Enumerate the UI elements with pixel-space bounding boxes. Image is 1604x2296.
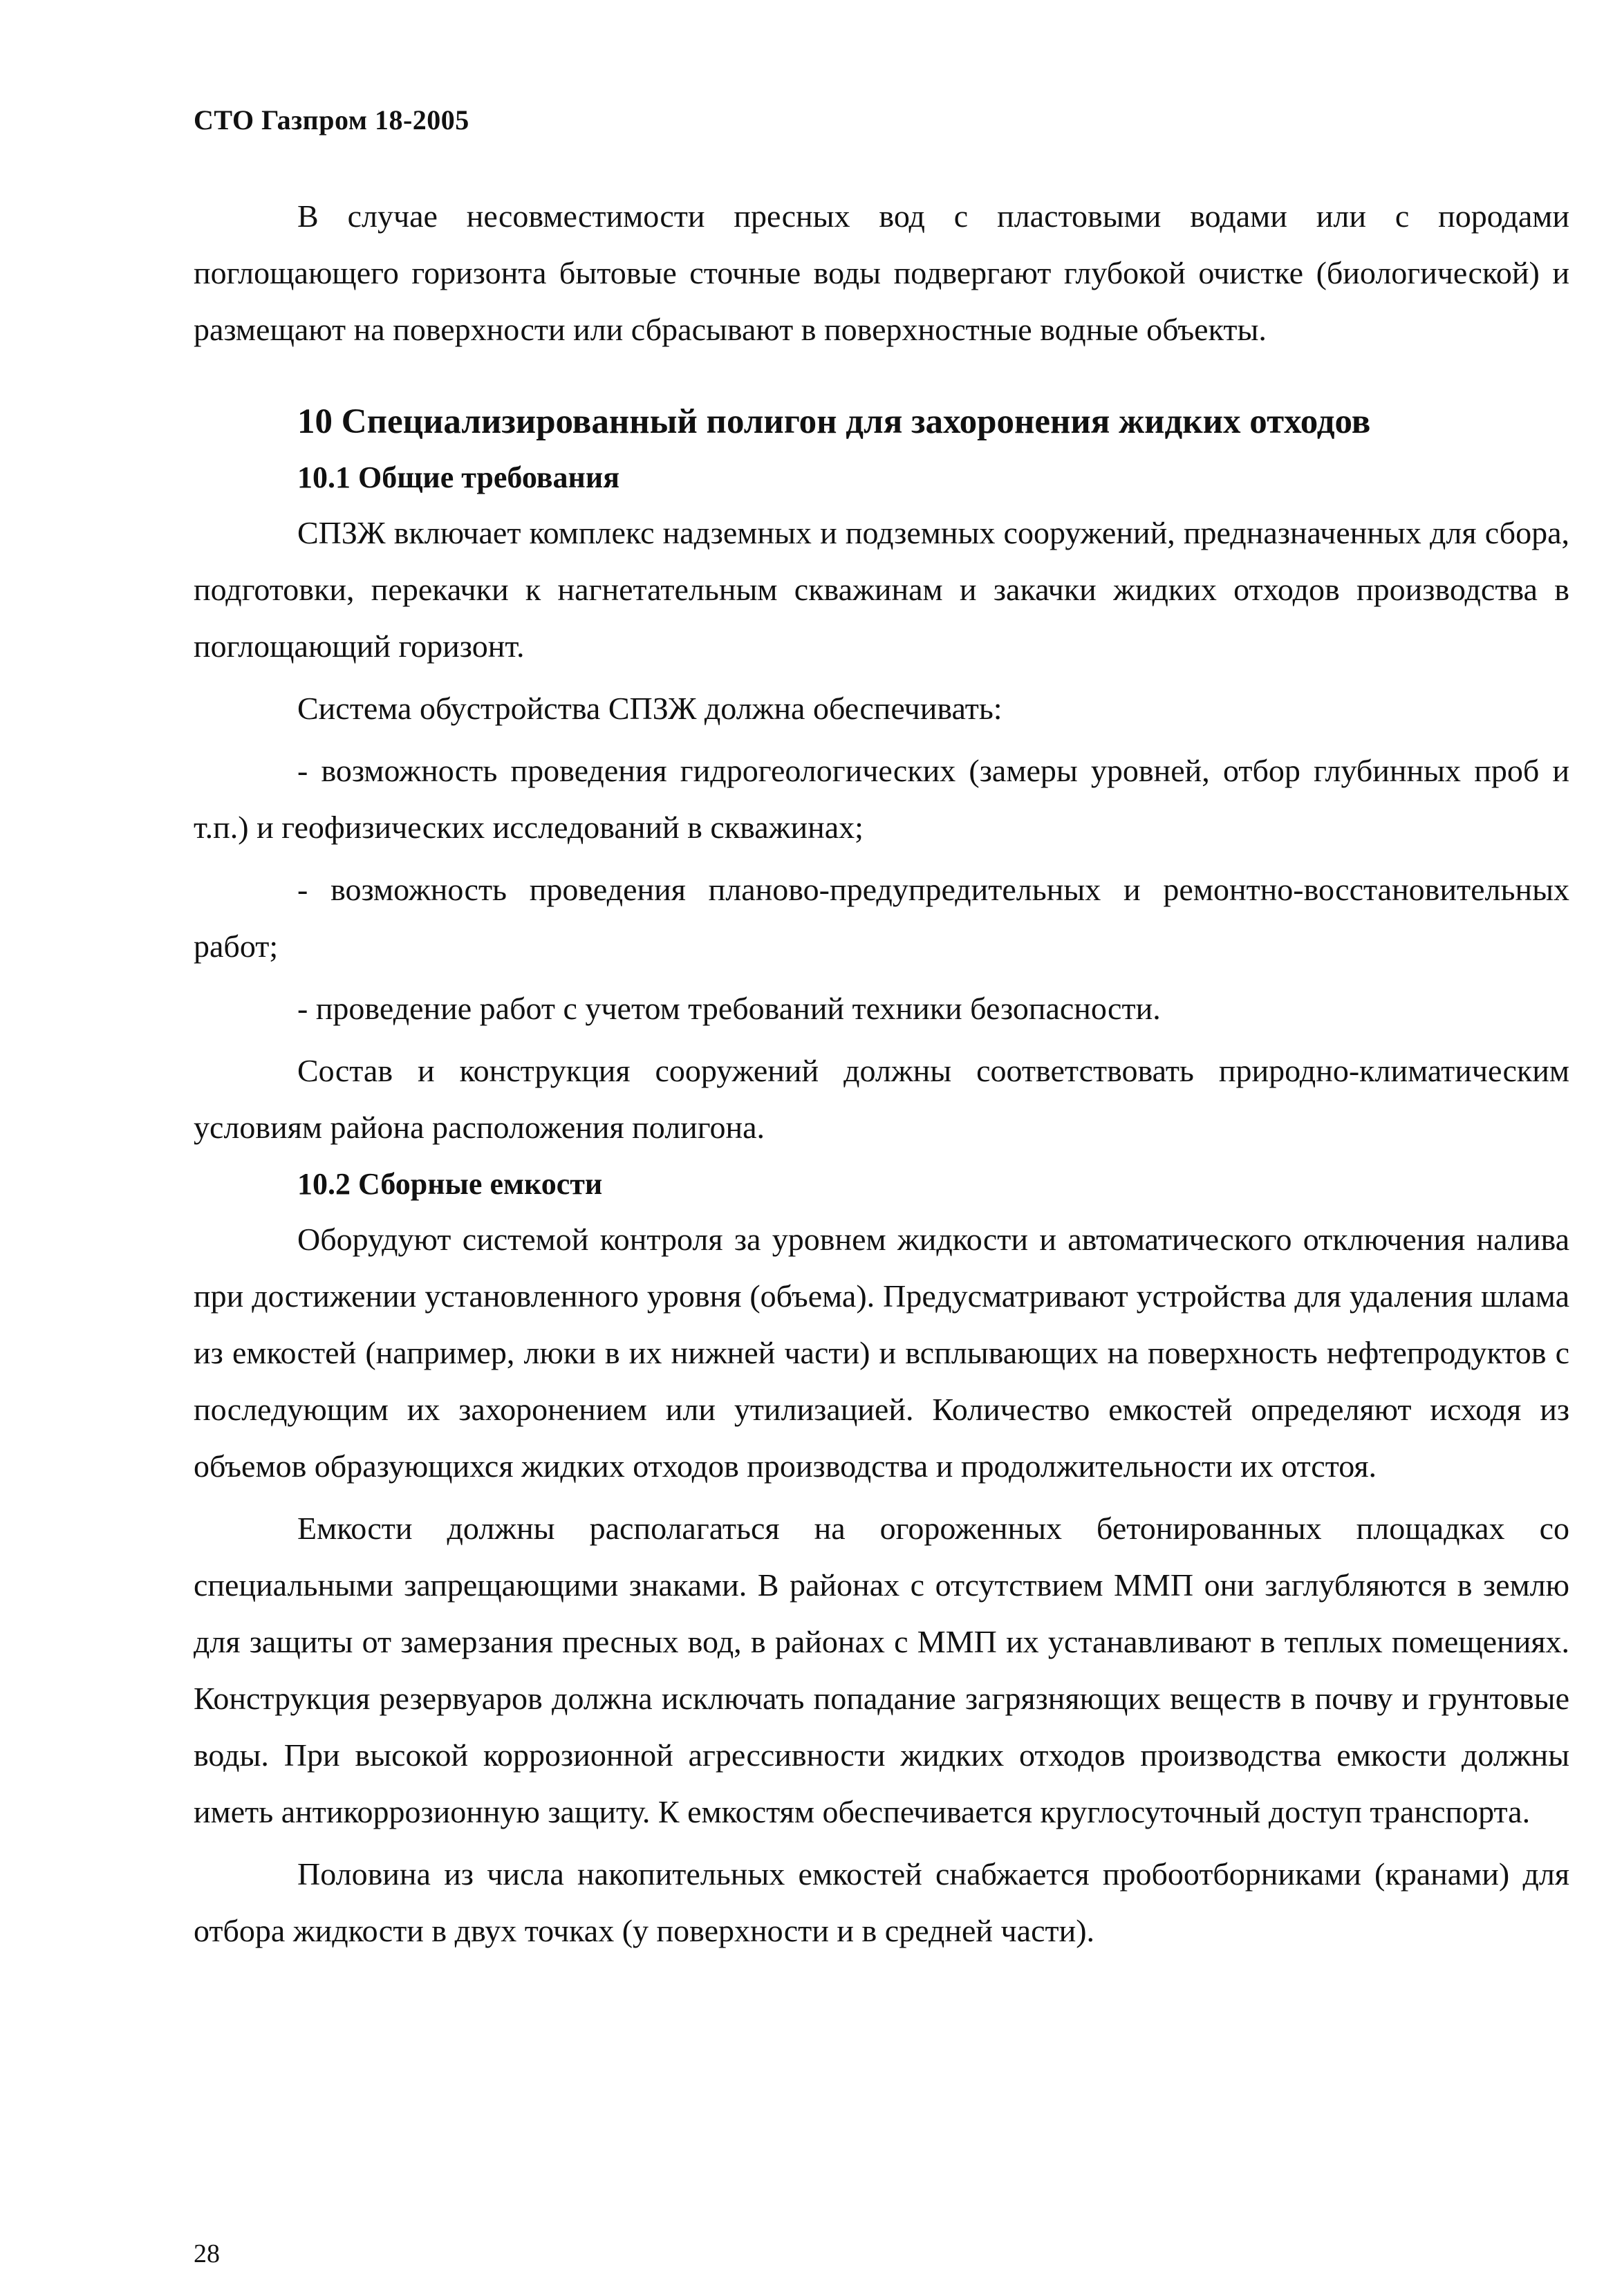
paragraph-10-1-2: Система обустройства СПЗЖ должна обеспечивать: [297,691,1002,726]
paragraph-10-1-3: Состав и конструкция сооружений должны соответствовать природно-климатическим условиям района расположения полигона. [194,1053,1569,1145]
paragraph-10-1-1: СПЗЖ включает комплекс надземных и подземных сооружений, предназначенных для сбора, подготовки, перекачки к нагнетательным скважинам и закачки жидких отходов производства в поглощающий горизонт. [194,515,1569,664]
page-number: 28 [194,2239,220,2268]
running-header: СТО Газпром 18-2005 [194,104,469,136]
subsection-10-1-title: 10.1 Общие требования [297,460,619,494]
body-text [194,188,1569,1959]
intro-paragraph: В случае несовместимости пресных вод с пластовыми водами или с породами поглощающего горизонта бытовые сточные воды подвергают глубокой очистке (биологической) и размещают на поверхности или сбрасывают в поверхностные водные объекты. [194,198,1569,347]
subsection-10-2-title: 10.2 Сборные емкости [297,1167,603,1201]
list-item-10-1-1: - возможность проведения гидрогеологических (замеры уровней, отбор глубинных проб и т.п.) и геофизических исследований в скважинах; [194,753,1569,845]
list-item-10-1-3: - проведение работ с учетом требований техники безопасности. [297,991,1161,1026]
section-10-title: 10 Специализированный полигон для захоронения жидких отходов [297,402,1371,441]
paragraph-10-2-3: Половина из числа накопительных емкостей снабжается пробоотборниками (кранами) для отбора жидкости в двух точках (у поверхности и в средней части). [194,1856,1569,1948]
list-item-10-1-2: - возможность проведения планово-предупредительных и ремонтно-восстановительных работ; [194,872,1569,964]
paragraph-10-2-2: Емкости должны располагаться на огороженных бетонированных площадках со специальными запрещающими знаками. В районах с отсутствием ММП они заглубляются в землю для защиты от замерзания пресных вод, в районах с ММП их устанавливают в теплых помещениях. Конструкция резервуаров должна исключать попадание загрязняющих веществ в почву и грунтовые воды. При высокой коррозионной агрессивности жидких отходов производства емкости должны иметь антикоррозионную защиту. К емкостям обеспечивается круглосуточный доступ транспорта. [194,1511,1569,1829]
paragraph-10-2-1: Оборудуют системой контроля за уровнем жидкости и автоматического отключения налива при достижении установленного уровня (объема). Предусматривают устройства для удаления шлама из емкостей (например, люки в их нижней части) и всплывающих на поверхность нефтепродуктов с последующим их захоронением или утилизацией. Количество емкостей определяют исходя из объемов образующихся жидких отходов производства и продолжительности их отстоя. [194,1222,1569,1484]
